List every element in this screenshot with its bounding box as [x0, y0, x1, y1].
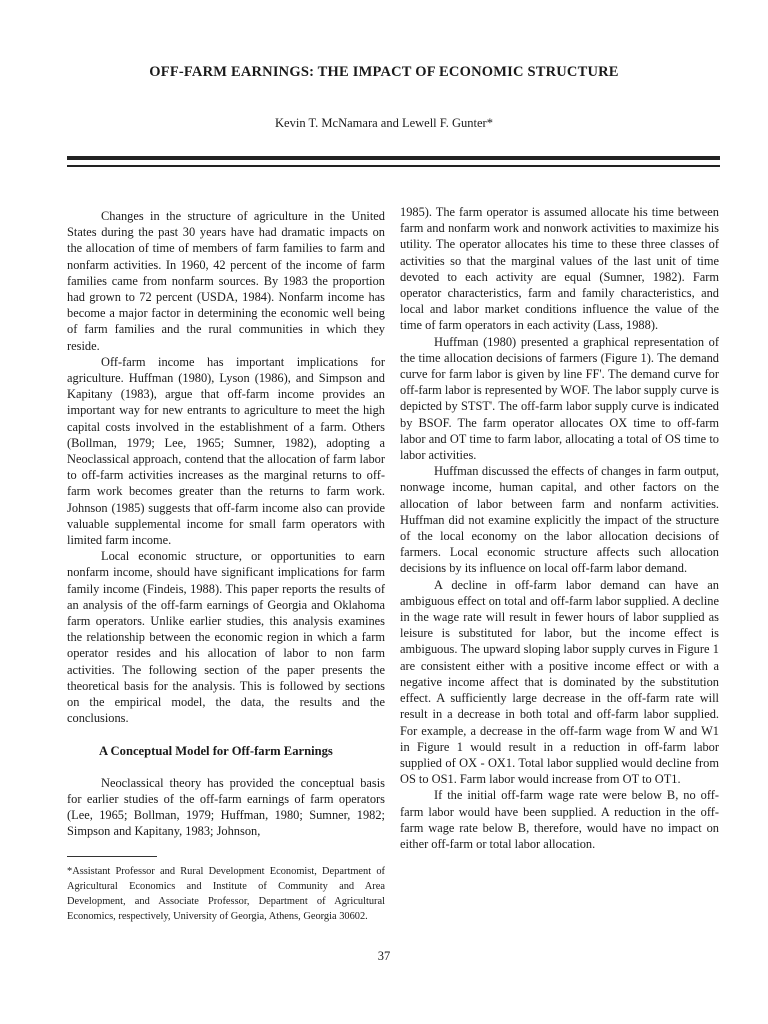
paragraph: Changes in the structure of agriculture in the United States during the past 30 years have had dramatic impacts on the allocation of time of members of farm families to farm and nonfarm activities. In 1960, 42 percent of the income of farm families came from nonfarm sources. By 1983 the proportion had grown to 72 percent (USDA, 1984). Nonfarm income has become a major factor in determining the economic well being of farm families and the rural communities in which they reside.	[67, 209, 385, 353]
header-rule-thin	[67, 165, 720, 167]
paragraph: Neoclassical theory has provided the conceptual basis for earlier studies of the off-farm earnings of farm operators (Lee, 1965; Bollman, 1979; Huffman, 1980; Sumner, 1982; Simpson and Kapitany, 1983; Johnson,	[67, 775, 385, 839]
author-footnote: *Assistant Professor and Rural Development Economist, Department of Agricultural Economics and Institute of Community and Area Development, and Associate Professor, Department of Agricultural Economics, respectively, University of Georgia, Athens, Georgia 30602.	[67, 866, 385, 922]
right-column	[400, 204, 719, 852]
paper-title: OFF-FARM EARNINGS: THE IMPACT OF ECONOMIC STRUCTURE	[149, 64, 619, 80]
header-rule-thick	[67, 156, 720, 160]
paragraph: Off-farm income has important implications for agriculture. Huffman (1980), Lyson (1986), and Simpson and Kapitany (1983), argue that off-farm income provides an important way for new entrants to agriculture to meet the high capital costs involved in the establishment of a farm. Others (Bollman, 1979; Lee, 1965; Sumner, 1982), adopting a Neoclassical approach, contend that the allocation of farm labor to off-farm activities increases as the marginal returns to off-farm work becomes greater than the returns to farm work. Johnson (1985) suggests that off-farm income also can provide valuable supplemental income for small farm operators with limited farm income.	[67, 354, 385, 548]
author-line: Kevin T. McNamara and Lewell F. Gunter*	[275, 116, 493, 130]
paragraph: Huffman discussed the effects of changes in farm output, nonwage income, human capital, and other factors on the allocation of labor between farm and nonfarm activities. Huffman did not examine explicitly the impact of the structure of the local economy on the labor allocation decisions of farmers. Local economic structure affects such allocation decisions by its influence on local off-farm labor demand.	[400, 464, 719, 576]
left-column	[67, 208, 385, 840]
paragraph: 1985). The farm operator is assumed allocate his time between farm and nonfarm work and nonwork activities to maximize his utility. The operator allocates his time to these three classes of activities so that the marginal values of the last unit of time devoted to each activity are equal (Sumner, 1982). Farm operator characteristics, farm and family characteristics, and local and labor market conditions influence the value of the time of farm operators in each activity (Lass, 1988).	[400, 205, 719, 333]
paragraph: Huffman (1980) presented a graphical representation of the time allocation decisions of farmers (Figure 1). The demand curve for farm labor is given by line FF'. The demand curve for off-farm labor is represented by WOF. The labor supply curve is depicted by STST'. The off-farm labor supply curve is indicated by BSOF. The farm operator allocates OX time to off-farm labor and OT time to farm labor, allocating a total of OS time to labor activities.	[400, 334, 719, 463]
page-number: 37	[377, 949, 391, 963]
paragraph: Local economic structure, or opportunities to earn nonfarm income, should have significant implications for farm family income (Findeis, 1988). This paper reports the results of an analysis of the off-farm earnings of Georgia and Oklahoma farm operators. Unlike earlier studies, this analysis examines the relationship between the economic region in which a farm operator resides and his allocation of labor to non farm activities. The following section of the paper presents the theoretical basis for the analysis. This is followed by sections on the empirical model, the data, the results and the conclusions.	[67, 549, 385, 726]
section-heading: A Conceptual Model for Off-farm Earnings	[99, 743, 333, 758]
footnote-rule	[67, 856, 157, 857]
paragraph: A decline in off-farm labor demand can have an ambiguous effect on total and off-farm labor supplied. A decline in the wage rate will result in fewer hours of labor supplied as leisure is substituted for labor, but the income effect is ambiguous. The upward sloping labor supply curves in Figure 1 are consistent either with a positive income effect or with a negative income affect that is dominated by the substitution effect. A sufficiently large decrease in the off-farm rate will result in a decrease in both total and off-farm labor supplied. For example, a decrease in the off-farm wage from W and W1 in Figure 1 would result in a reduction in off-farm labor supplied of OX - OX1. Total labor supplied would decline from OS to OS1. Farm labor would increase from OT to OT1.	[400, 577, 719, 787]
paragraph: If the initial off-farm wage rate were below B, no off-farm labor would have been supplied. A reduction in the off-farm wage rate below B, therefore, would have no impact on either off-farm or total labor allocation.	[400, 788, 719, 851]
